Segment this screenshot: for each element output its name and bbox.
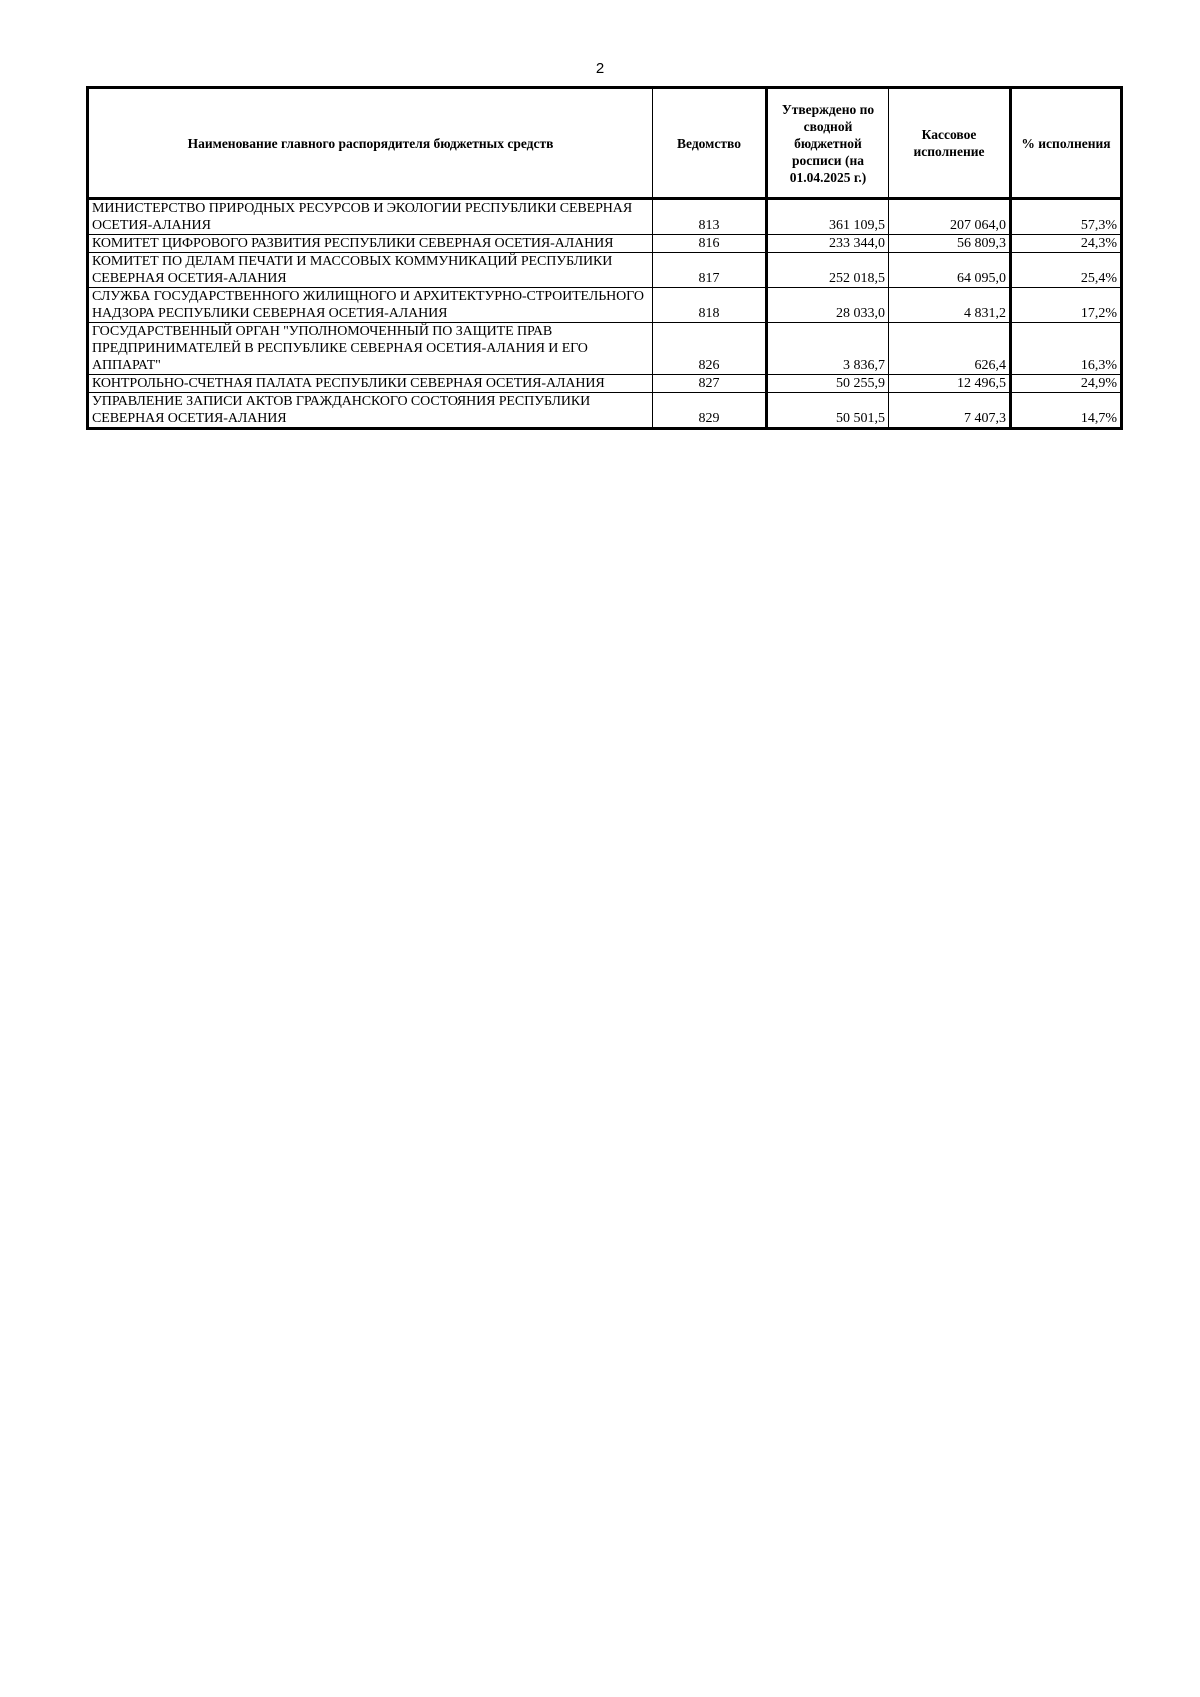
- row-cash: 4 831,2: [889, 288, 1011, 323]
- row-name: МИНИСТЕРСТВО ПРИРОДНЫХ РЕСУРСОВ И ЭКОЛОГИИ РЕСПУБЛИКИ СЕВЕРНАЯ ОСЕТИЯ-АЛАНИЯ: [88, 199, 653, 235]
- table-row: [88, 393, 1122, 429]
- table-row: [88, 253, 1122, 288]
- row-dept: 826: [653, 323, 767, 375]
- header-approved: Утверждено по сводной бюджетной росписи (на 01.04.2025 г.): [767, 88, 889, 199]
- row-cash: 64 095,0: [889, 253, 1011, 288]
- row-percent: 57,3%: [1011, 199, 1122, 235]
- row-dept: 817: [653, 253, 767, 288]
- row-approved: 28 033,0: [767, 288, 889, 323]
- row-percent: 25,4%: [1011, 253, 1122, 288]
- row-dept: 829: [653, 393, 767, 429]
- row-name: СЛУЖБА ГОСУДАРСТВЕННОГО ЖИЛИЩНОГО И АРХИТЕКТУРНО-СТРОИТЕЛЬНОГО НАДЗОРА РЕСПУБЛИКИ СЕВЕРНАЯ ОСЕТИЯ-АЛАНИЯ: [88, 288, 653, 323]
- budget-execution-table: [86, 86, 1123, 430]
- header-cash: Кассовое исполнение: [889, 88, 1011, 199]
- row-percent: 17,2%: [1011, 288, 1122, 323]
- row-name: УПРАВЛЕНИЕ ЗАПИСИ АКТОВ ГРАЖДАНСКОГО СОСТОЯНИЯ РЕСПУБЛИКИ СЕВЕРНАЯ ОСЕТИЯ-АЛАНИЯ: [88, 393, 653, 429]
- header-name: Наименование главного распорядителя бюджетных средств: [88, 88, 653, 199]
- header-percent: % исполнения: [1011, 88, 1122, 199]
- table-row: [88, 288, 1122, 323]
- table-header-row: [88, 88, 1122, 199]
- row-approved: 361 109,5: [767, 199, 889, 235]
- row-percent: 16,3%: [1011, 323, 1122, 375]
- table-row: [88, 235, 1122, 253]
- row-percent: 14,7%: [1011, 393, 1122, 429]
- row-approved: 233 344,0: [767, 235, 889, 253]
- row-dept: 813: [653, 199, 767, 235]
- row-approved: 3 836,7: [767, 323, 889, 375]
- row-cash: 207 064,0: [889, 199, 1011, 235]
- row-dept: 827: [653, 375, 767, 393]
- row-dept: 818: [653, 288, 767, 323]
- row-approved: 50 255,9: [767, 375, 889, 393]
- row-name: КОМИТЕТ ПО ДЕЛАМ ПЕЧАТИ И МАССОВЫХ КОММУНИКАЦИЙ РЕСПУБЛИКИ СЕВЕРНАЯ ОСЕТИЯ-АЛАНИЯ: [88, 253, 653, 288]
- row-approved: 252 018,5: [767, 253, 889, 288]
- row-cash: 7 407,3: [889, 393, 1011, 429]
- row-approved: 50 501,5: [767, 393, 889, 429]
- row-percent: 24,9%: [1011, 375, 1122, 393]
- row-name: КОНТРОЛЬНО-СЧЕТНАЯ ПАЛАТА РЕСПУБЛИКИ СЕВЕРНАЯ ОСЕТИЯ-АЛАНИЯ: [88, 375, 653, 393]
- row-name: КОМИТЕТ ЦИФРОВОГО РАЗВИТИЯ РЕСПУБЛИКИ СЕВЕРНАЯ ОСЕТИЯ-АЛАНИЯ: [88, 235, 653, 253]
- page-number: 2: [595, 60, 605, 77]
- row-percent: 24,3%: [1011, 235, 1122, 253]
- table-row: [88, 323, 1122, 375]
- table-row: [88, 375, 1122, 393]
- row-dept: 816: [653, 235, 767, 253]
- table-row: [88, 199, 1122, 235]
- row-cash: 626,4: [889, 323, 1011, 375]
- row-cash: 56 809,3: [889, 235, 1011, 253]
- header-dept: Ведомство: [653, 88, 767, 199]
- row-cash: 12 496,5: [889, 375, 1011, 393]
- row-name: ГОСУДАРСТВЕННЫЙ ОРГАН "УПОЛНОМОЧЕННЫЙ ПО ЗАЩИТЕ ПРАВ ПРЕДПРИНИМАТЕЛЕЙ В РЕСПУБЛИКЕ СЕВЕРНАЯ ОСЕТИЯ-АЛАНИЯ И ЕГО АППАРАТ": [88, 323, 653, 375]
